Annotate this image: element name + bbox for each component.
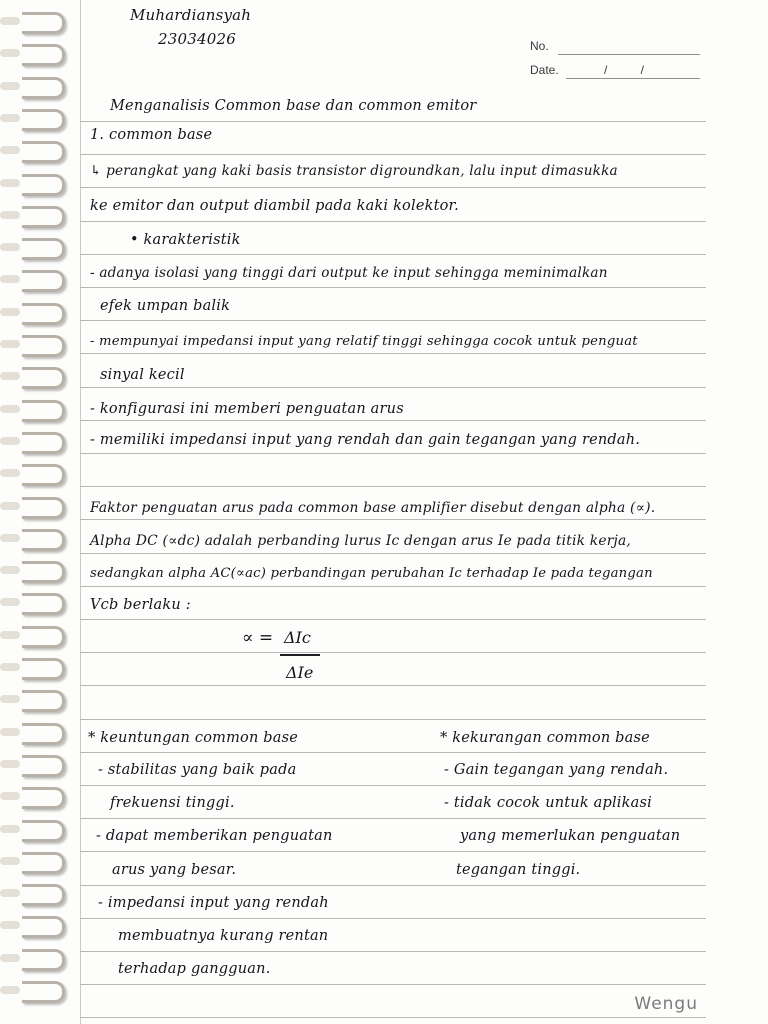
spiral-ring [22, 206, 65, 228]
alpha-paragraph-1: Faktor penguatan arus pada common base amplifier disebut dengan alpha (∝). [90, 500, 656, 516]
ruled-line [80, 420, 706, 421]
spiral-ring [22, 141, 65, 163]
advantage-1: - stabilitas yang baik pada [98, 762, 297, 778]
ruled-line [80, 254, 706, 255]
disadvantages-heading: * kekurangan common base [440, 730, 650, 746]
spiral-ring [22, 820, 65, 842]
char-item-1: - adanya isolasi yang tinggi dari output ke input sehingga meminimalkan [90, 265, 608, 281]
char-item-1-cont: efek umpan balik [100, 298, 231, 314]
advantage-3: - impedansi input yang rendah [98, 895, 329, 911]
spiral-ring [22, 755, 65, 777]
char-item-2: - mempunyai impedansi input yang relatif tinggi sehingga cocok untuk penguat [90, 334, 638, 349]
ruled-line [80, 719, 706, 720]
spiral-ring [22, 884, 65, 906]
advantage-3-cont: membuatnya kurang rentan [118, 928, 329, 944]
alpha-paragraph-2: Alpha DC (∝dc) adalah perbanding lurus Ic dengan arus Ie pada titik kerja, [90, 533, 631, 549]
spiral-ring [22, 561, 65, 583]
spiral-ring [22, 270, 65, 292]
advantage-3-cont-2: terhadap gangguan. [118, 961, 271, 977]
spiral-ring [22, 238, 65, 260]
ruled-line [80, 553, 706, 554]
spiral-ring [22, 949, 65, 971]
no-label: No. [530, 39, 549, 53]
ruled-line [80, 287, 706, 288]
ruled-line [80, 984, 706, 985]
spiral-binding [0, 0, 70, 1024]
ruled-line [80, 387, 706, 388]
char-item-2-cont: sinyal kecil [100, 367, 185, 383]
spiral-ring [22, 916, 65, 938]
spiral-ring [22, 497, 65, 519]
ruled-line [80, 785, 706, 786]
disadvantage-2-cont-2: tegangan tinggi. [456, 862, 581, 878]
spiral-ring [22, 303, 65, 325]
alpha-paragraph-3: sedangkan alpha AC(∝ac) perbandingan perubahan Ic terhadap Ie pada tegangan [90, 566, 653, 581]
spiral-ring [22, 77, 65, 99]
ruled-line [80, 951, 706, 952]
char-item-3: - konfigurasi ini memberi penguatan arus [90, 401, 404, 417]
ruled-line [80, 320, 706, 321]
ruled-line [80, 885, 706, 886]
spiral-ring [22, 626, 65, 648]
spiral-ring [22, 367, 65, 389]
spiral-ring [22, 981, 65, 1003]
ruled-line [80, 154, 706, 155]
ruled-line [80, 752, 706, 753]
date-label: Date. [530, 63, 559, 77]
ruled-line [80, 851, 706, 852]
spiral-ring [22, 400, 65, 422]
fraction-bar [280, 654, 320, 656]
spiral-ring [22, 690, 65, 712]
char-item-4: - memiliki impedansi input yang rendah dan gain tegangan yang rendah. [90, 432, 641, 448]
heading-title: Menganalisis Common base dan common emitor [110, 98, 477, 114]
spiral-ring [22, 658, 65, 680]
definition-line-1: ↳ perangkat yang kaki basis transistor digroundkan, lalu input dimasukka [90, 163, 618, 179]
ruled-line [80, 918, 706, 919]
ruled-line [80, 685, 706, 686]
advantages-heading: * keuntungan common base [88, 730, 299, 746]
ruled-line [80, 619, 706, 620]
date-line [566, 78, 700, 79]
spiral-ring [22, 464, 65, 486]
advantage-2-cont: arus yang besar. [112, 862, 237, 878]
disadvantage-2: - tidak cocok untuk aplikasi [444, 795, 652, 811]
spiral-ring [22, 529, 65, 551]
ruled-line [80, 586, 706, 587]
disadvantage-1: - Gain tegangan yang rendah. [444, 762, 669, 778]
notebook-brand-logo: Wengu [634, 994, 698, 1014]
formula-numerator: ΔIc [284, 628, 311, 647]
spiral-ring [22, 109, 65, 131]
ruled-line [80, 652, 706, 653]
student-id: 23034026 [158, 30, 236, 48]
ruled-line [80, 121, 706, 122]
ruled-line [80, 187, 706, 188]
spiral-ring [22, 593, 65, 615]
spiral-ring [22, 852, 65, 874]
formula-denominator: ΔIe [286, 663, 314, 682]
characteristics-heading: • karakteristik [130, 232, 241, 248]
ruled-line [80, 486, 706, 487]
ruled-line [80, 353, 706, 354]
spiral-ring [22, 44, 65, 66]
formula-lhs: ∝ = [242, 628, 274, 648]
ruled-line [80, 519, 706, 520]
section-heading: 1. common base [90, 127, 213, 143]
spiral-ring [22, 12, 65, 34]
definition-line-2: ke emitor dan output diambil pada kaki kolektor. [90, 198, 459, 214]
spiral-ring [22, 723, 65, 745]
no-line [558, 54, 700, 55]
alpha-paragraph-4: Vcb berlaku : [90, 597, 191, 613]
ruled-line [80, 453, 706, 454]
ruled-line [80, 818, 706, 819]
advantage-1-cont: frekuensi tinggi. [110, 795, 235, 811]
spiral-ring [22, 432, 65, 454]
ruled-line [80, 221, 706, 222]
spiral-ring [22, 174, 65, 196]
disadvantage-2-cont: yang memerlukan penguatan [460, 828, 681, 844]
spiral-ring [22, 335, 65, 357]
ruled-line [80, 1017, 706, 1018]
author-name: Muhardiansyah [130, 6, 252, 24]
advantage-2: - dapat memberikan penguatan [96, 828, 333, 844]
spiral-ring [22, 787, 65, 809]
date-separators: / / [604, 63, 645, 77]
